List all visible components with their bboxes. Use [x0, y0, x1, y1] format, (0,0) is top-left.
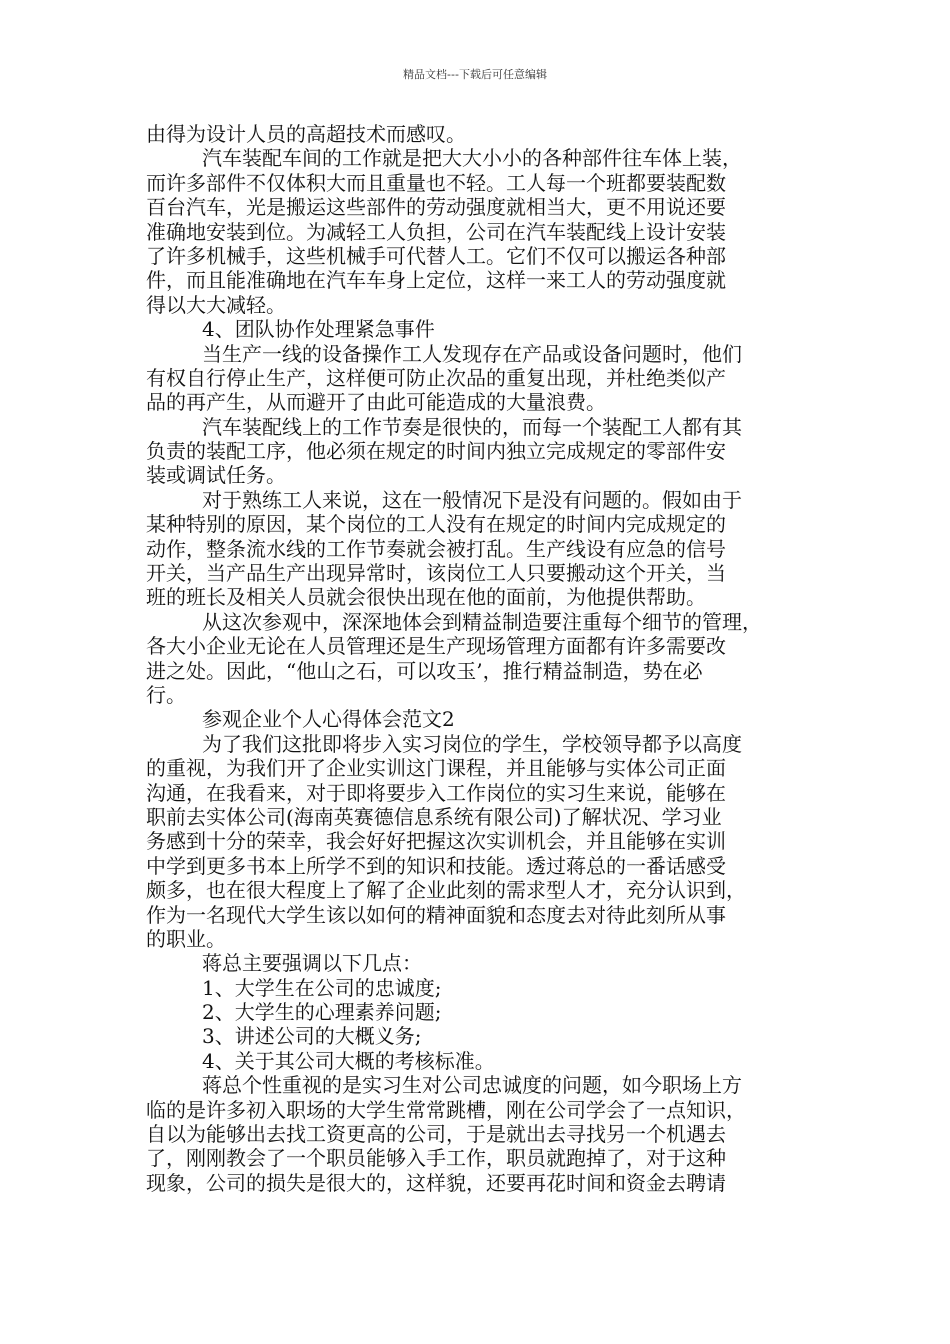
text-line: 由得为设计人员的高超技术而感叹。	[146, 122, 466, 146]
text-line: 务感到十分的荣幸，我会好好把握这次实训机会，并且能够在实训	[146, 829, 726, 854]
text-line: 为了我们这批即将步入实习岗位的学生，学校领导都予以高度	[202, 731, 742, 756]
text-line: 从这次参观中，深深地体会到精益制造要注重每个细节的管理，	[202, 609, 762, 634]
text-line: 当生产一线的设备操作工人发现存在产品或设备问题时，他们	[202, 341, 742, 366]
text-line: 临的是许多初入职场的大学生常常跳槽，刚在公司学会了一点知识，	[146, 1097, 746, 1122]
text-line: 沟通，在我看来，对于即将要步入工作岗位的实习生来说，能够在	[146, 780, 726, 805]
text-line: 班的班长及相关人员就会很快出现在他的面前，为他提供帮助。	[146, 585, 706, 610]
text-line: 的重视，为我们开了企业实训这门课程，并且能够与实体公司正面	[146, 756, 726, 781]
text-line: 了许多机械手，这些机械手可代替人工。它们不仅可以搬运各种部	[146, 243, 726, 268]
text-line: 4、团队协作处理紧急事件	[202, 317, 435, 342]
text-line: 职前去实体公司(海南英赛德信息系统有限公司)了解状况、学习业	[146, 804, 722, 829]
text-line: 中学到更多书本上所学不到的知识和技能。透过蒋总的一番话感受	[146, 853, 726, 878]
text-line: 准确地安装到位。为减轻工人负担，公司在汽车装配线上设计安装	[146, 219, 726, 244]
text-line: 得以大大减轻。	[146, 292, 286, 317]
text-line: 汽车装配线上的工作节奏是很快的，而每一个装配工人都有其	[202, 414, 742, 439]
text-line: 动作，整条流水线的工作节奏就会被打乱。生产线设有应急的信号	[146, 536, 726, 561]
text-line: 的职业。	[146, 926, 226, 951]
text-line: 各大小企业无论在人员管理还是生产现场管理方面都有许多需要改	[146, 634, 726, 659]
text-line: 件，而且能准确地在汽车车身上定位，这样一来工人的劳动强度就	[146, 268, 726, 293]
text-line: 装或调试任务。	[146, 463, 286, 488]
text-line: 品的再产生，从而避开了由此可能造成的大量浪费。	[146, 390, 606, 415]
text-line: 了，刚刚教会了一个职员能够入手工作，职员就跑掉了，对于这种	[146, 1146, 726, 1171]
text-line: 汽车装配车间的工作就是把大大小小的各种部件往车体上装，	[202, 146, 742, 171]
text-line: 2、大学生的心理素养问题;	[202, 1000, 442, 1025]
text-line: 行。	[146, 682, 186, 707]
text-line: 而许多部件不仅体积大而且重量也不轻。工人每一个班都要装配数	[146, 170, 726, 195]
text-line: 现象，公司的损失是很大的，这样貌，还要再花时间和资金去聘请	[146, 1170, 726, 1195]
text-line: 3、讲述公司的大概义务;	[202, 1024, 422, 1049]
text-line: 进之处。因此，“他山之石，可以攻玉’，推行精益制造，势在必	[146, 658, 703, 683]
text-line: 1、大学生在公司的忠诚度;	[202, 975, 442, 1000]
text-line: 百台汽车，光是搬运这些部件的劳动强度就相当大，更不用说还要	[146, 195, 726, 220]
text-line: 作为一名现代大学生该以如何的精神面貌和态度去对待此刻所从事	[146, 902, 726, 927]
text-line: 开关，当产品生产出现异常时，该岗位工人只要搬动这个开关，当	[146, 561, 726, 586]
text-line: 蒋总个性重视的是实习生对公司忠诚度的问题，如今职场上方	[202, 1073, 742, 1098]
text-line: 蒋总主要强调以下几点：	[202, 951, 422, 976]
text-line: 自以为能够出去找工资更高的公司，于是就出去寻找另一个机遇去	[146, 1122, 726, 1147]
text-line: 颇多，也在很大程度上了解了企业此刻的需求型人才，充分认识到，	[146, 878, 746, 903]
page-header: 精品文档---下载后可任意编辑	[403, 68, 547, 81]
text-line: 某种特别的原因，某个岗位的工人没有在规定的时间内完成规定的	[146, 512, 726, 537]
text-line: 对于熟练工人来说，这在一般情况下是没有问题的。假如由于	[202, 487, 742, 512]
text-line: 负责的装配工序，他必须在规定的时间内独立完成规定的零部件安	[146, 439, 726, 464]
text-line: 4、关于其公司大概的考核标准。	[202, 1048, 495, 1073]
document-body	[146, 122, 818, 1195]
text-line: 有权自行停止生产，这样便可防止次品的重复出现，并杜绝类似产	[146, 365, 726, 390]
text-line: 参观企业个人心得体会范文2	[202, 707, 455, 732]
